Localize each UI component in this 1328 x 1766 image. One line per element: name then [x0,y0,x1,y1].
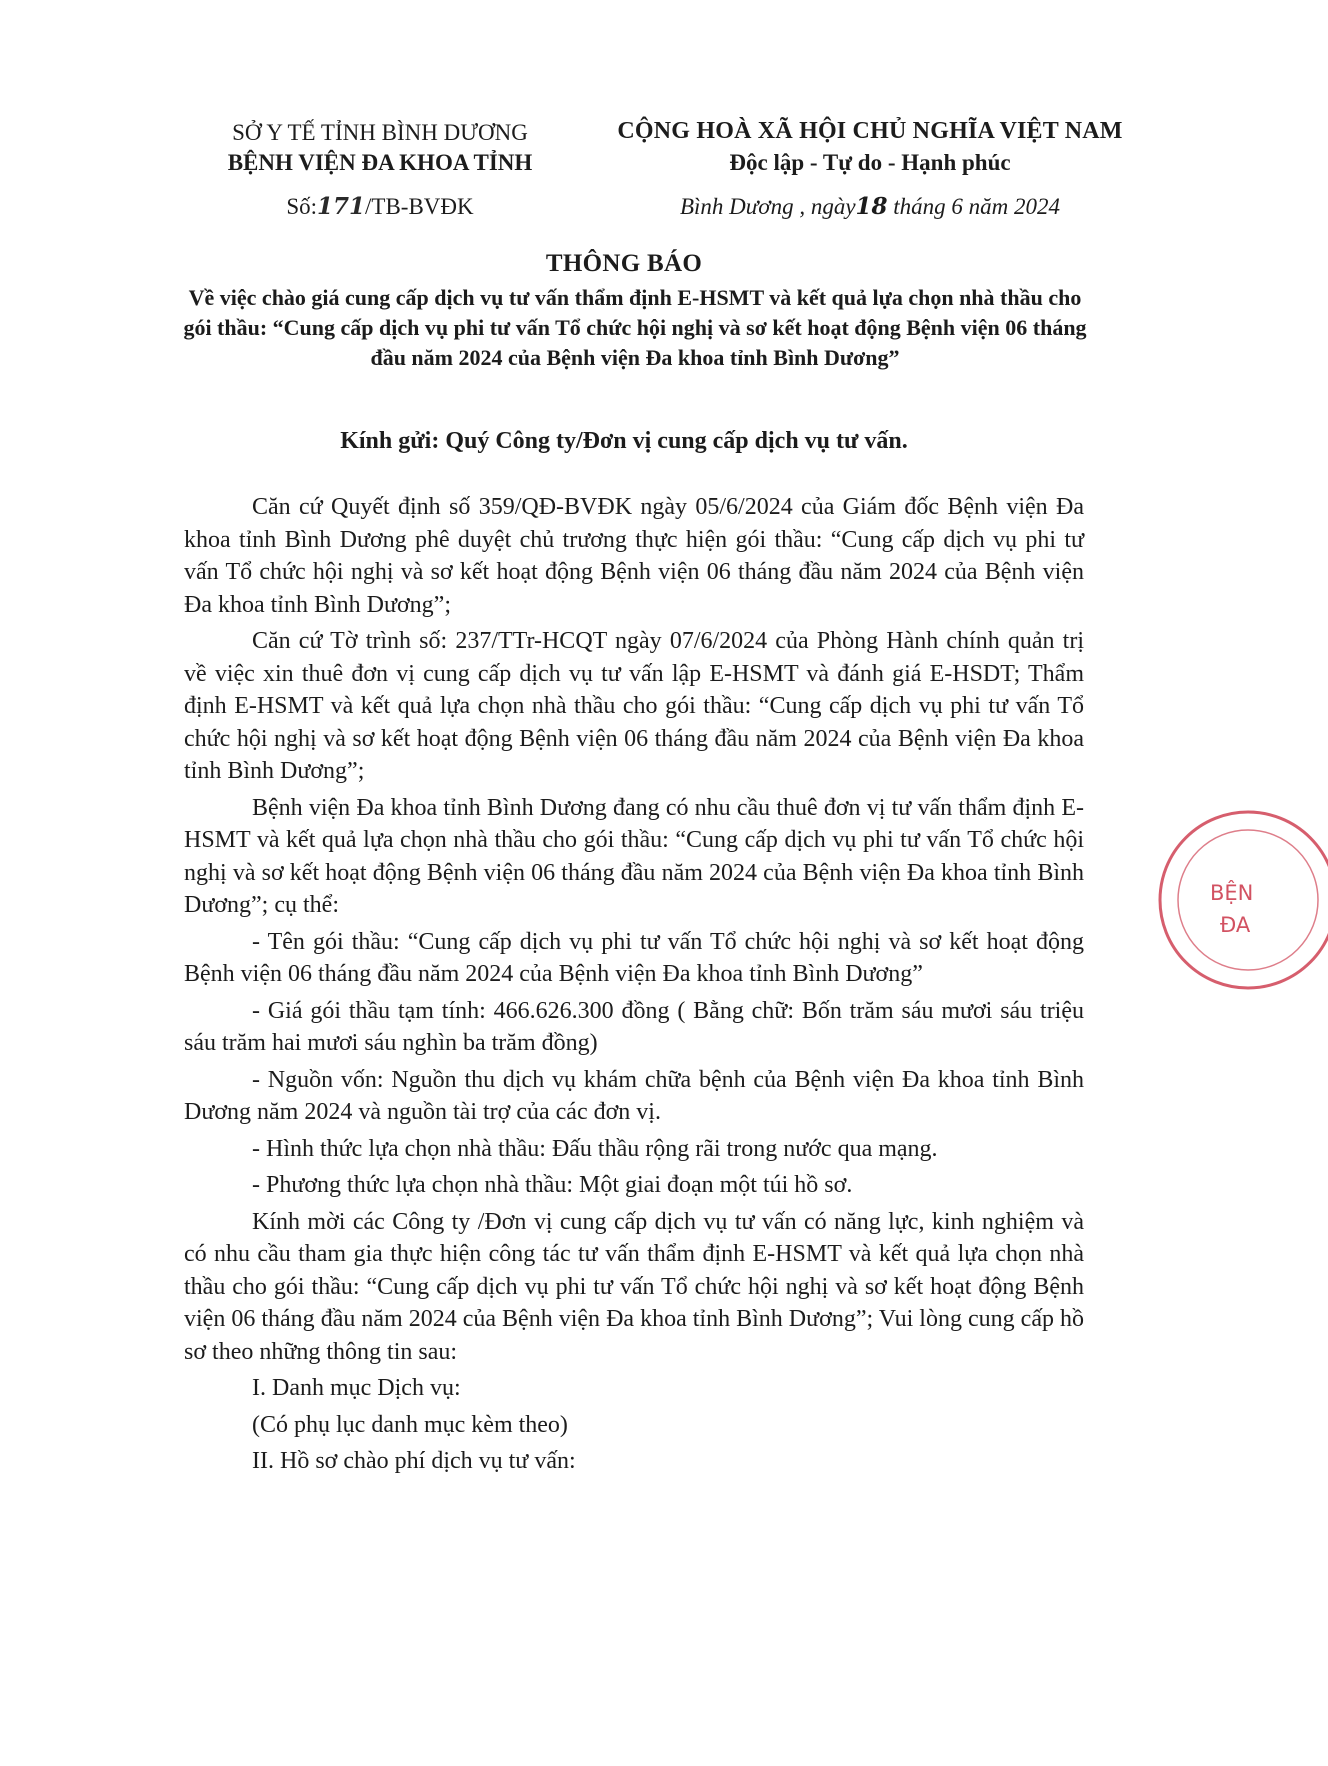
place-date-suffix: tháng 6 năm 2024 [887,194,1061,219]
item-selection-form: - Hình thức lựa chọn nhà thầu: Đấu thầu rộng rãi trong nước qua mạng. [252,1135,938,1162]
paragraph-legal-basis-1: Căn cứ Quyết định số 359/QĐ-BVĐK ngày 05/6/2024 của Giám đốc Bệnh viện Đa khoa tỉnh Bình Dương phê duyệt chủ trương thực hiện gói thầu: “Cung cấp dịch vụ phi tư vấn Tổ chức hội nghị và sơ kết hoạt động Bệnh viện 06 tháng đầu năm 2024 của Bệnh viện Đa khoa tỉnh Bình Dương”; [184,494,1084,618]
organization-name: BỆNH VIỆN ĐA KHOA TỈNH [227,150,533,175]
paragraph-invitation: Kính mời các Công ty /Đơn vị cung cấp dịch vụ tư vấn có năng lực, kinh nghiệm và có nhu cầu tham gia thực hiện công tác tư vấn thẩm định E-HSMT và kết quả lựa chọn nhà thầu cho gói thầu: “Cung cấp dịch vụ phi tư vấn Tổ chức hội nghị và sơ kết hoạt động Bệnh viện 06 tháng đầu năm 2024 của Bệnh viện Đa khoa tỉnh Bình Dương”; Vui lòng cung cấp hồ sơ theo những thông tin sau: [184,1208,1084,1365]
agency-name: SỞ Y TẾ TỈNH BÌNH DƯƠNG [232,120,528,145]
item-funding-source: - Nguồn vốn: Nguồn thu dịch vụ khám chữa bệnh của Bệnh viện Đa khoa tỉnh Bình Dương năm 2024 và nguồn tài trợ của các đơn vị. [184,1066,1084,1125]
official-seal-stamp [1148,800,1328,980]
section-heading-2: II. Hồ sơ chào phí dịch vụ tư vấn: [252,1448,576,1474]
issuer-block [170,118,590,222]
item-selection-method: - Phương thức lựa chọn nhà thầu: Một giai đoạn một túi hồ sơ. [252,1172,853,1198]
doc-no-suffix: /TB-BVĐK [365,194,474,219]
document-subject: Về việc chào giá cung cấp dịch vụ tư vấn thẩm định E-HSMT và kết quả lựa chọn nhà thầu cho gói thầu: “Cung cấp dịch vụ phi tư vấn Tổ chức hội nghị và sơ kết hoạt động Bệnh viện 06 tháng đầu năm 2024 của Bệnh viện Đa khoa tỉnh Bình Dương” [183,285,1087,370]
item-package-name: - Tên gói thầu: “Cung cấp dịch vụ phi tư vấn Tổ chức hội nghị và sơ kết hoạt động Bệnh viện 06 tháng đầu năm 2024 của Bệnh viện Đa khoa tỉnh Bình Dương” [184,928,1084,987]
section-heading-1: I. Danh mục Dịch vụ: [252,1375,461,1401]
day-handwritten: 18 [855,193,888,220]
seal-graphic [1148,800,1328,980]
paragraph-legal-basis-2: Căn cứ Tờ trình số: 237/TTr-HCQT ngày 07/6/2024 của Phòng Hành chính quản trị về việc xin thuê đơn vị cung cấp dịch vụ tư vấn lập E-HSMT và đánh giá E-HSDT; Thẩm định E-HSMT và kết quả lựa chọn nhà thầu cho gói thầu: “Cung cấp dịch vụ phi tư vấn Tổ chức hội nghị và sơ kết hoạt động Bệnh viện 06 tháng đầu năm 2024 của Bệnh viện Đa khoa tỉnh Bình Dương”; [184,628,1084,784]
paragraph-need: Bệnh viện Đa khoa tỉnh Bình Dương đang có nhu cầu thuê đơn vị tư vấn thẩm định E-HSMT và kết quả lựa chọn nhà thầu cho gói thầu: “Cung cấp dịch vụ phi tư vấn Tổ chức hội nghị và sơ kết hoạt động Bệnh viện 06 tháng đầu năm 2024 của Bệnh viện Đa khoa tỉnh Bình Dương”; cụ thể: [184,794,1084,918]
place-date-prefix: Bình Dương , ngày [679,194,856,219]
place-date [590,191,1150,222]
doc-no-handwritten: 171 [317,193,366,220]
appendix-note: (Có phụ lục danh mục kèm theo) [252,1411,568,1438]
seal-text-line1: BỆN [1210,881,1254,905]
recipient-line: Kính gửi: Quý Công ty/Đơn vị cung cấp dịch vụ tư vấn. [340,428,908,454]
document-title: THÔNG BÁO [545,250,703,277]
national-motto: Độc lập - Tự do - Hạnh phúc [729,150,1011,175]
nation-title: CỘNG HOÀ XÃ HỘI CHỦ NGHĨA VIỆT NAM [617,118,1123,144]
document-number [170,192,590,222]
national-header [590,116,1150,222]
document-body [184,491,1084,1482]
seal-text-line2: ĐA [1220,913,1251,937]
doc-no-prefix: Số: [286,194,318,219]
item-package-price: - Giá gói thầu tạm tính: 466.626.300 đồng ( Bằng chữ: Bốn trăm sáu mươi sáu triệu sáu trăm hai mươi sáu nghìn ba trăm đồng) [184,997,1084,1056]
